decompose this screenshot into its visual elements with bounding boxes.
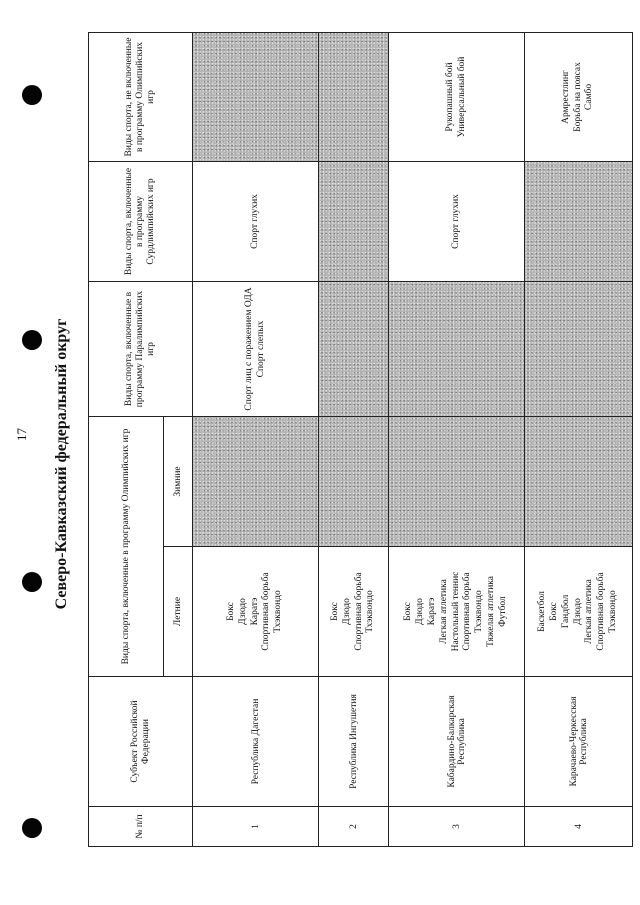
row-winter-empty [389, 417, 525, 547]
row-summer [389, 547, 525, 677]
sport-item: Тхэквондо [273, 590, 284, 633]
sport-item: Универсальный бой [456, 56, 467, 138]
header-non-olympic: Виды спорта, не включенные в программу Олимпийских игр [89, 33, 193, 162]
sport-item: Тяжелая атлетика [486, 576, 497, 647]
sport-item: Настольный теннис [450, 571, 461, 652]
row-non-olympic-empty [193, 33, 319, 162]
sport-item: Спорт лиц с поражением ОДА [243, 287, 254, 411]
header-subject: Субъект Российской Федерации [89, 677, 193, 807]
sport-item: Дзюдо [341, 598, 352, 625]
row-paralympic-empty [319, 282, 389, 417]
page-number: 17 [14, 428, 29, 441]
sport-item: Баскетбол [536, 591, 547, 632]
sports-table [88, 32, 633, 847]
sport-item: Дзюдо [572, 598, 583, 625]
sport-item: Рукопашный бой [444, 62, 455, 132]
table-rotated-wrapper [88, 33, 632, 847]
row-summer [525, 547, 633, 677]
row-non-olympic [525, 33, 633, 162]
row-non-olympic [389, 33, 525, 162]
sport-item: Дзюдо [237, 598, 248, 625]
row-num: 3 [389, 807, 525, 847]
punch-hole-1 [22, 85, 42, 105]
row-subject: Республика Ингушетия [319, 677, 389, 807]
document-title: Северо-Кавказский федеральный округ [53, 318, 70, 610]
row-winter-empty [319, 417, 389, 547]
row-paralympic-empty [525, 282, 633, 417]
sport-item: Спортивная борьба [596, 572, 607, 651]
header-winter: Зимние [164, 417, 193, 547]
sport-item: Бокс [225, 602, 236, 621]
row-num: 1 [193, 807, 319, 847]
sport-item: Спорт глухих [450, 194, 461, 249]
header-deaflympic: Виды спорта, включенные в программу Сурдлимпийских игр [89, 162, 193, 282]
sport-item: Самбо [584, 83, 595, 111]
row-winter-empty [193, 417, 319, 547]
sport-item: Тхэквондо [608, 590, 619, 633]
sport-item: Гандбол [560, 594, 571, 629]
sport-item: Тхэквондо [474, 590, 485, 633]
row-deaflympic-empty [525, 162, 633, 282]
sport-item: Легкая атлетика [584, 579, 595, 644]
sport-item: Бокс [548, 602, 559, 621]
sport-item: Спорт слепых [255, 320, 266, 378]
header-olympic: Виды спорта, включенные в программу Олимпийских игр [89, 417, 164, 677]
header-summer: Летние [164, 547, 193, 677]
header-paralympic: Виды спорта, включенные в программу Паралимпийских игр [89, 282, 193, 417]
sport-item: Спортивная борьба [353, 572, 364, 651]
sport-item: Каратэ [426, 597, 437, 626]
sport-item: Футбол [498, 596, 509, 627]
table-row [525, 33, 633, 847]
row-deaflympic [389, 162, 525, 282]
row-subject: Кабардино-Балкарская Республика [389, 677, 525, 807]
row-summer [319, 547, 389, 677]
row-paralympic [193, 282, 319, 417]
row-num: 2 [319, 807, 389, 847]
sport-item: Бокс [403, 602, 414, 621]
sport-item: Дзюдо [414, 598, 425, 625]
row-summer [193, 547, 319, 677]
punch-hole-4 [22, 818, 42, 838]
sport-item: Армрестлинг [560, 70, 571, 124]
row-deaflympic [193, 162, 319, 282]
sport-item: Спортивная борьба [462, 572, 473, 651]
row-subject: Карачаево-Черкесская Республика [525, 677, 633, 807]
sport-item: Каратэ [249, 597, 260, 626]
row-winter-empty [525, 417, 633, 547]
table-row [319, 33, 389, 847]
punch-hole-3 [22, 572, 42, 592]
sport-item: Бокс [329, 602, 340, 621]
sport-item: Тхэквондо [365, 590, 376, 633]
table-row [193, 33, 319, 847]
table-row [389, 33, 525, 847]
row-num: 4 [525, 807, 633, 847]
sport-item: Легкая атлетика [438, 579, 449, 644]
sport-item: Спортивная борьба [261, 572, 272, 651]
sport-item: Борьба на поясах [572, 62, 583, 132]
row-paralympic-empty [389, 282, 525, 417]
sport-item: Спорт глухих [249, 194, 260, 249]
header-num: № п/п [89, 807, 193, 847]
row-non-olympic-empty [319, 33, 389, 162]
punch-hole-2 [22, 330, 42, 350]
row-subject: Республика Дагестан [193, 677, 319, 807]
row-deaflympic-empty [319, 162, 389, 282]
